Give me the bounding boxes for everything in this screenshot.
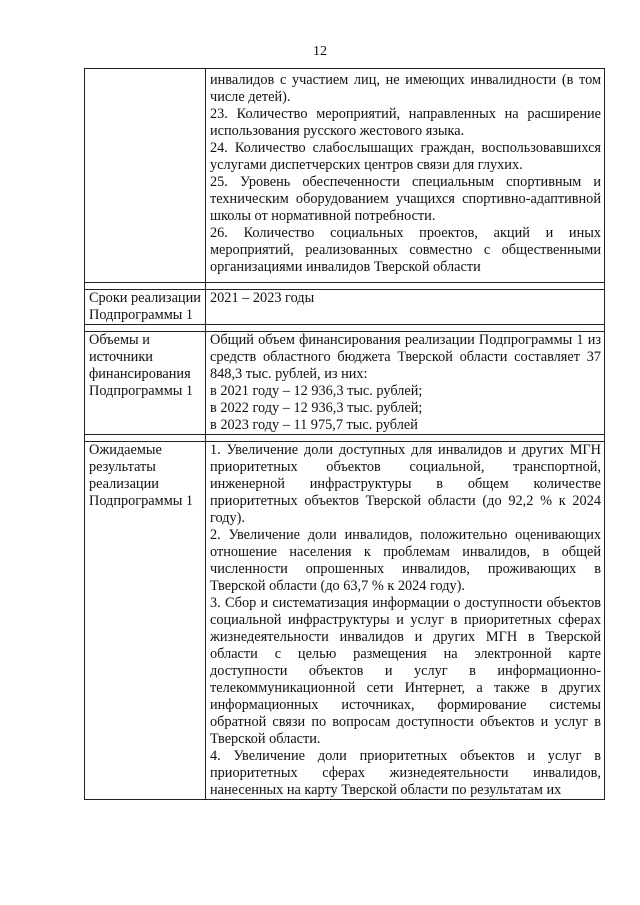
result-item: 3. Сбор и систематизация информации о доступности объектов социальной инфраструктуры и услуг в приоритетных сферах жизнедеятельности инвалидов и других МГН в Тверской области с целью размещения на электронной карте доступности объектов и услуг в информационно-телекоммуникационной сети Интернет, а также в других информационных источниках, формирование системы обратной связи по вопросам доступности объектов и услуг в Тверской области. — [210, 595, 601, 747]
financing-year: в 2023 году – 11 975,7 тыс. рублей — [210, 417, 418, 433]
result-item: 4. Увеличение доли приоритетных объектов и услуг в приоритетных сферах жизнедеятельности инвалидов, нанесенных на карту Тверской области по результатам их — [210, 748, 601, 798]
table-row-financing — [85, 332, 605, 435]
indicators-cell — [206, 69, 605, 283]
result-item: 2. Увеличение доли инвалидов, положительно оценивающих отношение населения к проблемам инвалидов, в общей численности опрошенных инвалидов, проживающих в Тверской области (до 63,7 % к 2024 году). — [210, 527, 601, 594]
table-row-continuation — [85, 69, 605, 283]
financing-intro: Общий объем финансирования реализации Подпрограммы 1 из средств областного бюджета Тверской области составляет 37 848,3 тыс. рублей, из них: — [210, 332, 601, 382]
table-row-results — [85, 442, 605, 800]
indicator-item: 25. Уровень обеспеченности специальным спортивным и техническим оборудованием учащихся спортивно-адаптивной школы от нормативной потребности. — [210, 174, 601, 224]
financing-year: в 2022 году – 12 936,3 тыс. рублей; — [210, 400, 423, 416]
indicator-continuation: инвалидов с участием лиц, не имеющих инвалидности (в том числе детей). — [210, 72, 601, 105]
table-row-sroki — [85, 290, 605, 325]
results-label: Ожидаемые результаты реализации Подпрограммы 1 — [85, 442, 206, 800]
financing-cell — [206, 332, 605, 435]
indicator-item: 24. Количество слабослышащих граждан, воспользовавшихся услугами диспетчерских центров связи для глухих. — [210, 140, 601, 173]
empty-label-cell — [85, 69, 206, 283]
financing-year: в 2021 году – 12 936,3 тыс. рублей; — [210, 383, 423, 399]
table-gap-row — [85, 435, 605, 442]
page-number: 12 — [313, 44, 327, 59]
sroki-value: 2021 – 2023 годы — [206, 290, 605, 325]
indicator-item: 23. Количество мероприятий, направленных на расширение использования русского жестового языка. — [210, 106, 601, 139]
sroki-label: Сроки реализации Подпрограммы 1 — [85, 290, 206, 325]
table-gap-row — [85, 283, 605, 290]
result-item: 1. Увеличение доли доступных для инвалидов и других МГН приоритетных объектов социальной, транспортной, инженерной инфраструктуры в общем количестве приоритетных объектов Тверской области (до 92,2 % к 2024 году). — [210, 442, 601, 526]
financing-label: Объемы и источники финансирования Подпрограммы 1 — [85, 332, 206, 435]
results-cell — [206, 442, 605, 800]
indicator-item: 26. Количество социальных проектов, акций и иных мероприятий, реализованных совместно с общественными организациями инвалидов Тверской области — [210, 225, 601, 275]
passport-table — [84, 68, 605, 800]
table-gap-row — [85, 325, 605, 332]
